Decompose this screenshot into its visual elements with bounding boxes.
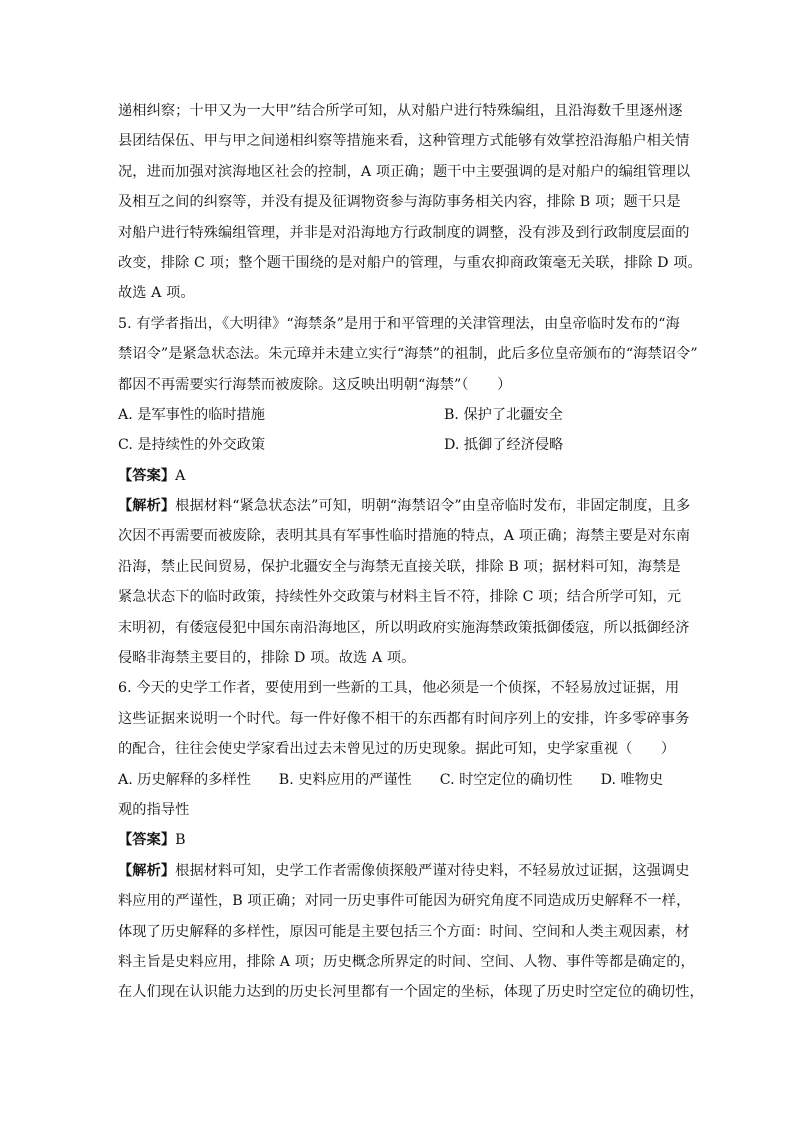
analysis-line: 次因不再需要而被废除，表明其具有军事性临时措施的特点，A 项正确；海禁主要是对东南 xyxy=(118,528,691,545)
q4-analysis-continued xyxy=(118,96,702,309)
analysis-tag: 【解析】 xyxy=(118,498,176,515)
option-b: B. 史料应用的严谨性 xyxy=(278,771,412,788)
option-a: A. 历史解释的多样性 xyxy=(118,771,251,788)
answer-value: B xyxy=(175,832,186,849)
option-row xyxy=(118,765,684,795)
text-line: 对船户进行特殊编组管理，并非是对沿海地方行政制度的调整，没有涉及到行政制度层面的 xyxy=(118,224,690,241)
question-stem-line: 都因不再需要实行海禁而被废除。这反映出明朝“海禁”（ ） xyxy=(118,376,512,393)
option-d: D. 唯物史 xyxy=(600,771,664,788)
option-c: C. 是持续性的外交政策 xyxy=(118,437,266,454)
text-line: 及相互之间的纠察等，并没有提及征调物资参与海防事务相关内容，排除 B 项；题干只是 xyxy=(118,194,681,211)
analysis-tag: 【解析】 xyxy=(118,862,176,879)
analysis-line xyxy=(118,491,691,521)
question-stem-line: 5. 有学者指出，《大明律》“海禁条”是用于和平管理的关津管理法，由皇帝临时发布的“海 xyxy=(118,315,680,332)
option-c: C. 时空定位的确切性 xyxy=(439,771,573,788)
document-page xyxy=(118,96,704,1008)
answer-line xyxy=(118,461,684,491)
question-5 xyxy=(118,309,698,674)
question-6 xyxy=(118,673,704,1007)
option-row xyxy=(118,400,684,430)
option-b: B. 保护了北疆安全 xyxy=(444,406,563,423)
analysis-line: 末明初，有倭寇侵犯中国东南沿海地区，所以明政府实施海禁政策抵御倭寇，所以抵御经济 xyxy=(118,619,690,636)
answer-value: A xyxy=(175,467,186,484)
question-stem-line: 的配合，往往会使史学家看出过去未曾见过的历史现象。据此可知，史学家重视（ ） xyxy=(118,741,676,758)
question-stem-line: 6. 今天的史学工作者，要使用到一些新的工具，他必须是一个侦探，不轻易放过证据，用 xyxy=(118,680,680,697)
analysis-line: 侵略非海禁主要目的，排除 D 项。故选 A 项。 xyxy=(118,650,416,667)
analysis-line: 沿海，禁止民间贸易，保护北疆安全与海禁无直接关联，排除 B 项；据材料可知，海禁是 xyxy=(118,558,681,575)
analysis-text: 根据材料可知，史学工作者需像侦探般严谨对待史料，不轻易放过证据，这强调史 xyxy=(175,862,690,879)
text-line: 改变，排除 C 项；整个题干围绕的是对船户的管理，与重农抑商政策毫无关联，排除 D 项。 xyxy=(118,254,702,271)
option-wrap-line: 观的指导性 xyxy=(118,801,190,818)
option-a: A. 是军事性的临时措施 xyxy=(118,406,265,423)
answer-tag: 【答案】 xyxy=(118,832,176,849)
text-line: 故选 A 项。 xyxy=(118,285,195,302)
analysis-line: 紧急状态下的临时政策，持续性外交政策与材料主旨不符，排除 C 项；结合所学可知，元 xyxy=(118,589,682,606)
answer-tag: 【答案】 xyxy=(118,467,176,484)
answer-line xyxy=(118,825,684,855)
question-stem-line: 这些证据来说明一个时代。每一件好像不相干的东西都有时间序列上的安排，许多零碎事务 xyxy=(118,710,690,727)
analysis-line: 料应用的严谨性，B 项正确；对同一历史事件可能因为研究角度不同造成历史解释不一样， xyxy=(118,893,691,910)
analysis-line: 料主旨是史料应用，排除 A 项；历史概念所界定的时间、空间、人物、事件等都是确定的， xyxy=(118,953,695,970)
text-line: 县团结保伍、甲与甲之间递相纠察等措施来看，这种管理方式能够有效掌控沿海船户相关情 xyxy=(118,133,690,150)
analysis-line xyxy=(118,856,690,886)
option-d: D. 抵御了经济侵略 xyxy=(444,437,564,454)
analysis-line: 在人们现在认识能力达到的历史长河里都有一个固定的坐标，体现了历史时空定位的确切性， xyxy=(118,984,704,1001)
option-row xyxy=(118,430,684,460)
text-line: 递相纠察；十甲又为一大甲”结合所学可知，从对船户进行特殊编组，且沿海数千里逐州逐 xyxy=(118,103,683,119)
analysis-line: 体现了历史解释的多样性，原因可能是主要包括三个方面：时间、空间和人类主观因素，材 xyxy=(118,923,690,940)
question-stem-line: 禁诏令”是紧急状态法。朱元璋并未建立实行“海禁”的祖制，此后多位皇帝颁布的“海禁诏令” xyxy=(118,346,698,363)
text-line: 况，进而加强对滨海地区社会的控制，A 项正确；题干中主要强调的是对船户的编组管理以 xyxy=(118,163,691,180)
analysis-text: 根据材料“紧急状态法”可知，明朝“海禁诏令”由皇帝临时发布，非固定制度，且多 xyxy=(175,498,691,515)
